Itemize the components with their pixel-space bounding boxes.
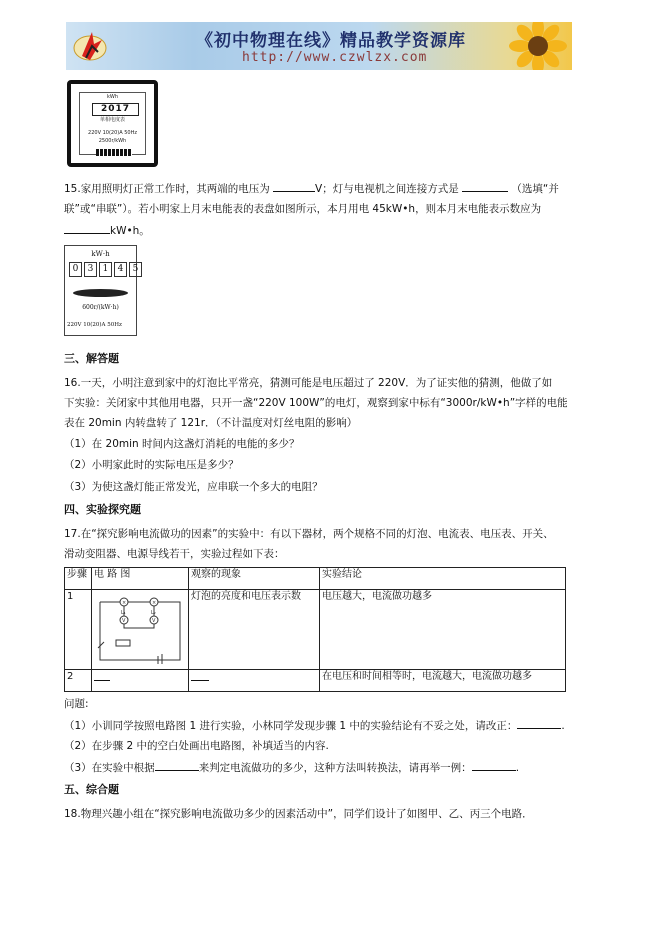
q16-sub3: （3）为使这盏灯能正常发光，应串联一个多大的电阻？ (64, 481, 323, 493)
meter-spec: 220V 10(20)A 50Hz (88, 130, 137, 136)
q15-line3 (64, 223, 150, 238)
q17-blank-2 (155, 760, 199, 771)
circuit-diagram-icon (94, 590, 186, 664)
meter-face (79, 92, 146, 155)
row2-observation (189, 670, 320, 692)
q17-sub3-text-a: （3）在实验中根据 (64, 762, 155, 774)
q18-line1: 18.物理兴趣小组在“探究影响电流做功多少的因素活动中”，同学们设计了如图甲、乙、丙三个电路． (64, 808, 533, 820)
q16-line1: 16.一天，小明注意到家中的灯泡比平常亮，猜测可能是电压超过了 220V．为了证实他的猜测，他做了如 (64, 377, 553, 389)
svg-text:L₁: L₁ (121, 610, 126, 616)
meter2-unit: kW·h (91, 250, 110, 258)
meter2-disk (73, 289, 128, 297)
q17-blank-3 (472, 760, 516, 771)
row1-conclusion: 电压越大，电流做功越多 (320, 590, 566, 670)
row1-circuit (92, 590, 189, 670)
q16-line2: 下实验：关闭家中其他用电器，只开一盏“220V 100W”的电灯，观察到家中标有“3000r/kW•h”字样的电能 (64, 397, 568, 409)
q17-sub3 (64, 760, 519, 775)
q15-blank-2 (462, 181, 508, 192)
meter-name: 单相电度表 (99, 117, 125, 123)
svg-text:L₂: L₂ (151, 610, 156, 616)
section-heading-4: 四、实验探究题 (64, 503, 141, 516)
q17-sub1 (64, 718, 565, 733)
header-step: 步骤 (65, 568, 92, 590)
meter2-digit: 3 (84, 262, 97, 277)
section-heading-3: 三、解答题 (64, 352, 119, 365)
experiment-table (64, 567, 566, 692)
banner-url: http://www.czwlzx.com (242, 50, 428, 65)
row2-step: 2 (65, 670, 92, 692)
meter2-digit: 5 (129, 262, 142, 277)
q15-line2: 联”或“串联”）。若小明家上月末电能表的表盘如图所示，本月用电 45kW•h，则本月末电能表示数应为 (64, 203, 542, 215)
meter-unit: kWh (106, 94, 118, 100)
q17-blank-1 (517, 718, 561, 729)
header-conclusion: 实验结论 (320, 568, 566, 590)
meter-rev: 2500r/kWh (98, 138, 127, 144)
q15-text-c: （选填“并 (511, 183, 559, 195)
table-row (65, 670, 566, 692)
meter-digits: 2017 (92, 103, 139, 116)
meter2-digits (69, 262, 142, 277)
header-observation: 观察的现象 (189, 568, 320, 590)
q16-line3: 表在 20min 内转盘转了 121r．（不计温度对灯丝电阻的影响） (64, 417, 358, 429)
meter2-digit: 0 (69, 262, 82, 277)
section-heading-5: 五、综合题 (64, 783, 119, 796)
row2-conclusion: 在电压和时间相等时，电流越大，电流做功越多 (320, 670, 566, 692)
q15-text-b: V；灯与电视机之间连接方式是 (315, 183, 459, 195)
table-row (65, 590, 566, 670)
q17-sub1-text: （1）小训同学按照电路图 1 进行实验，小林同学发现步骤 1 中的实验结论有不妥之处，请改正： (64, 720, 518, 732)
meter2-rev: 600r/(kW·h) (82, 304, 119, 311)
q15-blank-3 (64, 223, 110, 234)
svg-text:V: V (152, 618, 156, 624)
row2-circuit (92, 670, 189, 692)
q15-line1 (64, 181, 559, 196)
q16-sub2: （2）小明家此时的实际电压是多少？ (64, 459, 239, 471)
q15-text-a: 15.家用照明灯正常工作时，其两端的电压为 (64, 183, 270, 195)
q17-question-label: 问题: (64, 698, 89, 710)
meter2-digit: 1 (99, 262, 112, 277)
sunflower-icon (508, 22, 568, 70)
q15-text-unit: kW•h。 (110, 225, 150, 237)
q15-blank-1 (273, 181, 315, 192)
header-circuit: 电 路 图 (92, 568, 189, 590)
q17-line2: 滑动变阻器、电源导线若干，实验过程如下表： (64, 548, 285, 560)
table-header-row (65, 568, 566, 590)
meter-dial-image (64, 245, 137, 336)
q17-sub2: （2）在步骤 2 中的空白处画出电路图，补填适当的内容. (64, 740, 329, 752)
q17-sub3-end: . (515, 762, 520, 774)
row2-blank-circuit (94, 670, 110, 681)
meter-barcode (96, 149, 132, 156)
svg-text:V: V (122, 618, 126, 624)
q16-sub1: （1）在 20min 时间内这盏灯消耗的电能的多少？ (64, 438, 300, 450)
svg-text:×: × (152, 600, 157, 606)
q17-sub1-end: . (561, 720, 565, 732)
electric-meter-image (67, 80, 158, 167)
q17-line1: 17.在“探究影响电流做功的因素”的实验中：有以下器材，两个规格不同的灯泡、电流表、电压表、开关、 (64, 528, 554, 540)
meter2-digit: 4 (114, 262, 127, 277)
row1-observation: 灯泡的亮度和电压表示数 (189, 590, 320, 670)
logo-icon (72, 26, 112, 66)
svg-text:×: × (122, 600, 127, 606)
meter2-spec: 220V 10(20)A 50Hz (67, 322, 122, 328)
q17-sub3-text-b: 来判定电流做功的多少，这种方法叫转换法，请再举一例： (198, 762, 472, 774)
banner-title: 《初中物理在线》精品教学资源库 (196, 31, 466, 51)
header-banner (66, 22, 572, 70)
row1-step: 1 (65, 590, 92, 670)
row2-blank-observation (191, 670, 209, 681)
